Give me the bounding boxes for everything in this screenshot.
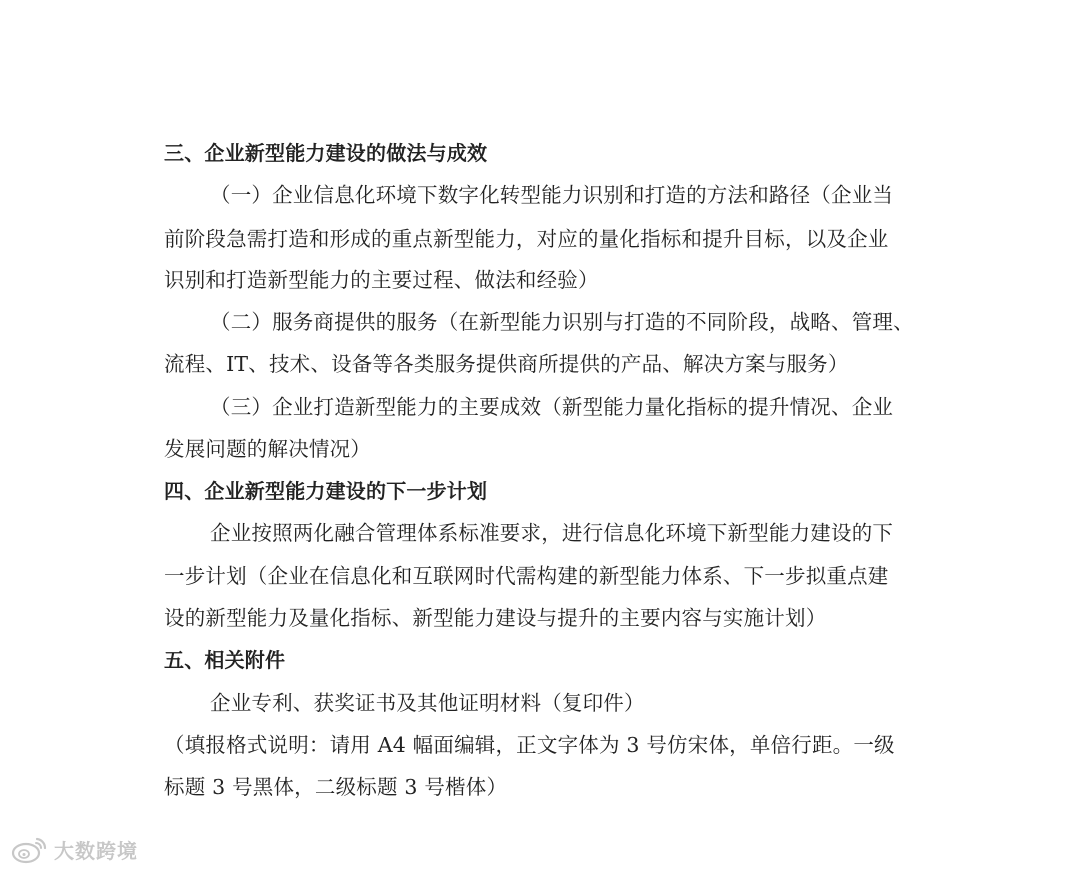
paragraph-line: 识别和打造新型能力的主要过程、做法和经验） bbox=[164, 268, 599, 292]
paragraph-line: 企业专利、获奖证书及其他证明材料（复印件） bbox=[210, 691, 645, 715]
section-heading-3: 三、企业新型能力建设的做法与成效 bbox=[164, 141, 488, 165]
paragraph-line: 发展问题的解决情况） bbox=[164, 437, 371, 461]
section-heading-4: 四、企业新型能力建设的下一步计划 bbox=[164, 479, 488, 503]
paragraph-line: 流程、IT、技术、设备等各类服务提供商所提供的产品、解决方案与服务） bbox=[164, 352, 849, 376]
section-heading-5: 五、相关附件 bbox=[164, 648, 286, 672]
paragraph-line: 设的新型能力及量化指标、新型能力建设与提升的主要内容与实施计划） bbox=[164, 606, 827, 630]
watermark-text: 大数跨境 bbox=[54, 838, 138, 863]
watermark bbox=[10, 831, 138, 867]
paragraph-line: 一步计划（企业在信息化和互联网时代需构建的新型能力体系、下一步拟重点建 bbox=[164, 564, 889, 588]
format-note-line: 标题 3 号黑体，二级标题 3 号楷体） bbox=[164, 775, 508, 799]
paragraph-line: （一）企业信息化环境下数字化转型能力识别和打造的方法和路径（企业当 bbox=[210, 183, 894, 207]
weibo-logo-icon bbox=[10, 833, 50, 865]
paragraph-line: （二）服务商提供的服务（在新型能力识别与打造的不同阶段，战略、管理、 bbox=[210, 310, 914, 334]
paragraph-line: （三）企业打造新型能力的主要成效（新型能力量化指标的提升情况、企业 bbox=[210, 395, 894, 419]
paragraph-line: 前阶段急需打造和形成的重点新型能力，对应的量化指标和提升目标，以及企业 bbox=[164, 227, 889, 251]
paragraph-line: 企业按照两化融合管理体系标准要求，进行信息化环境下新型能力建设的下 bbox=[210, 521, 894, 545]
format-note-line: （填报格式说明：请用 A4 幅面编辑，正文字体为 3 号仿宋体，单倍行距。一级 bbox=[164, 733, 895, 757]
